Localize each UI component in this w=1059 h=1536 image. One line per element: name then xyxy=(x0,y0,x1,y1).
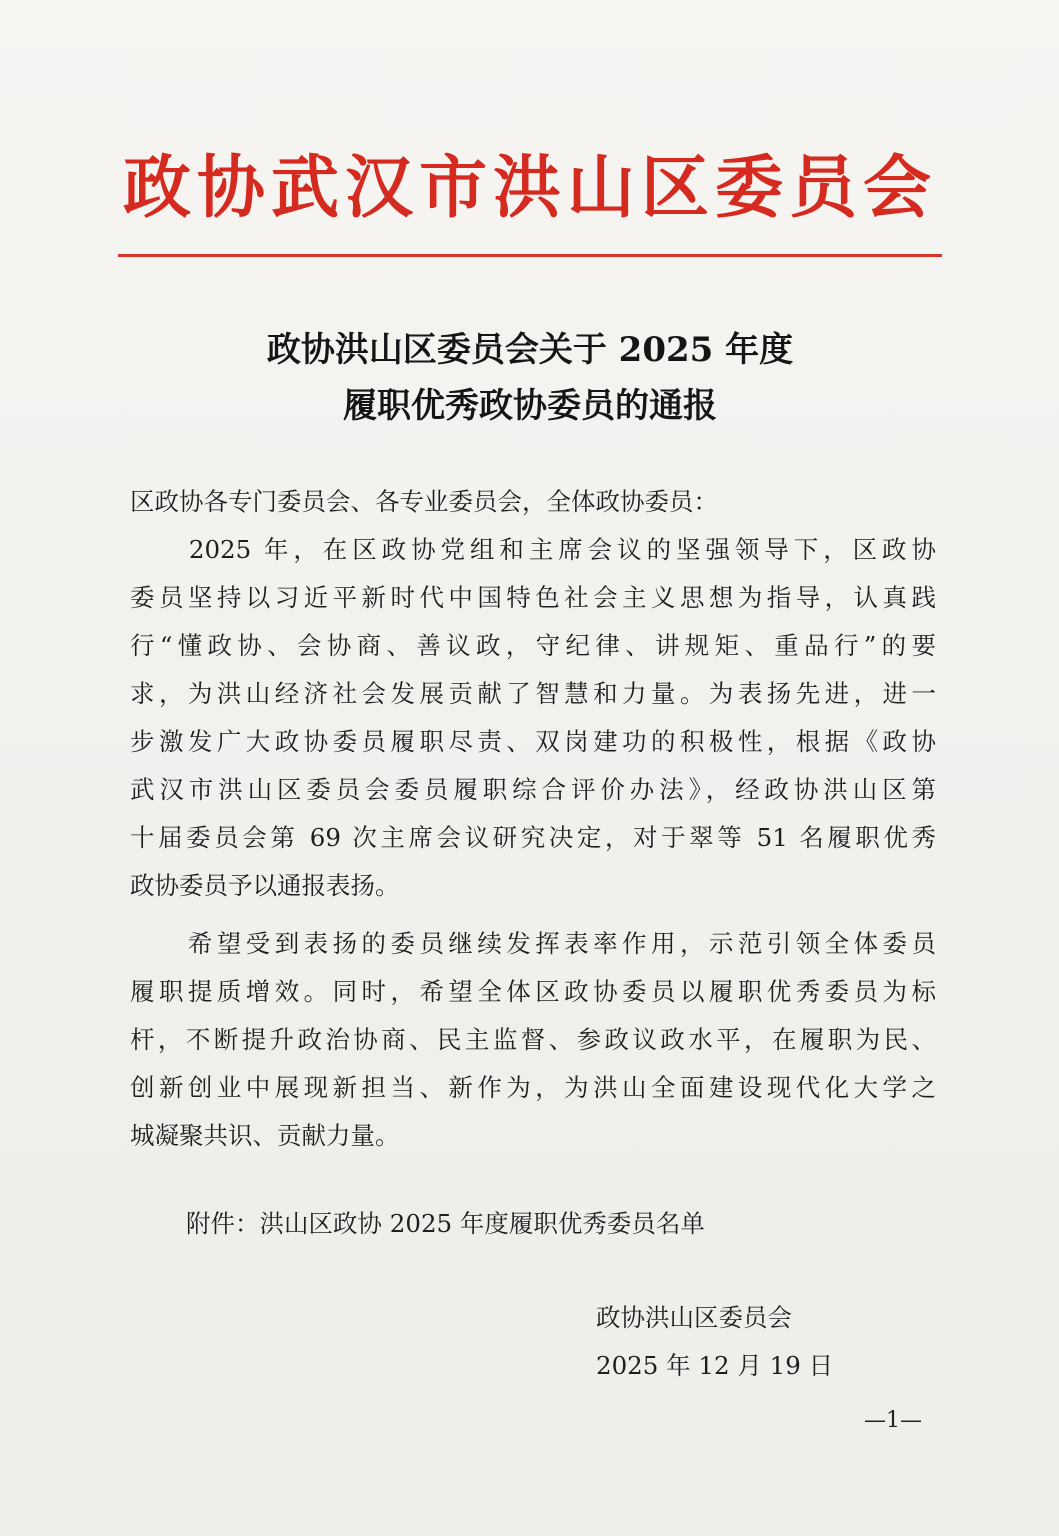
attachment-note: 附件：洪山区政协 2025 年度履职优秀委员名单 xyxy=(186,1209,705,1238)
paragraph-1-line: 武汉市洪山区委员会委员履职综合评价办法》，经政协洪山区第 xyxy=(130,775,936,804)
paragraph-1-line: 行“懂政协、会协商、善议政，守纪律、讲规矩、重品行”的要 xyxy=(130,631,936,660)
signature-organization: 政协洪山区委员会 xyxy=(596,1303,792,1332)
paragraph-2 xyxy=(130,920,936,1160)
document-title xyxy=(140,322,920,434)
page-number: —1— xyxy=(864,1408,922,1433)
document-body xyxy=(130,478,936,1160)
signature-block xyxy=(596,1294,833,1390)
paragraph-1 xyxy=(130,526,936,910)
document-title-line-2: 履职优秀政协委员的通报 xyxy=(343,386,717,426)
paragraph-1-line: 求，为洪山经济社会发展贡献了智慧和力量。为表扬先进，进一 xyxy=(130,679,936,708)
paragraph-2-line: 杆，不断提升政治协商、民主监督、参政议政水平，在履职为民、 xyxy=(130,1025,936,1054)
paragraph-2-line: 履职提质增效。同时，希望全体区政协委员以履职优秀委员为标 xyxy=(130,977,936,1006)
letterhead-title: 政协武汉市洪山区委员会 xyxy=(122,148,937,228)
paragraph-2-line: 创新创业中展现新担当、新作为，为洪山全面建设现代化大学之 xyxy=(130,1073,936,1102)
salutation: 区政协各专门委员会、各专业委员会，全体政协委员： xyxy=(130,487,718,516)
paragraph-2-line: 希望受到表扬的委员继续发挥表率作用，示范引领全体委员 xyxy=(130,929,936,958)
paragraph-1-line: 十届委员会第 69 次主席会议研究决定，对于翠等 51 名履职优秀 xyxy=(130,823,936,852)
signature-date: 2025 年 12 月 19 日 xyxy=(596,1351,834,1380)
paragraph-2-line: 城凝聚共识、贡献力量。 xyxy=(130,1121,400,1150)
paragraph-1-line: 步激发广大政协委员履职尽责、双岗建功的积极性，根据《政协 xyxy=(130,727,936,756)
letterhead-red-divider xyxy=(118,254,942,257)
document-title-line-1: 政协洪山区委员会关于 2025 年度 xyxy=(266,330,794,370)
paragraph-1-line: 2025 年，在区政协党组和主席会议的坚强领导下，区政协 xyxy=(130,535,936,564)
paragraph-1-line: 政协委员予以通报表扬。 xyxy=(130,871,400,900)
paragraph-1-line: 委员坚持以习近平新时代中国特色社会主义思想为指导，认真践 xyxy=(130,583,936,612)
